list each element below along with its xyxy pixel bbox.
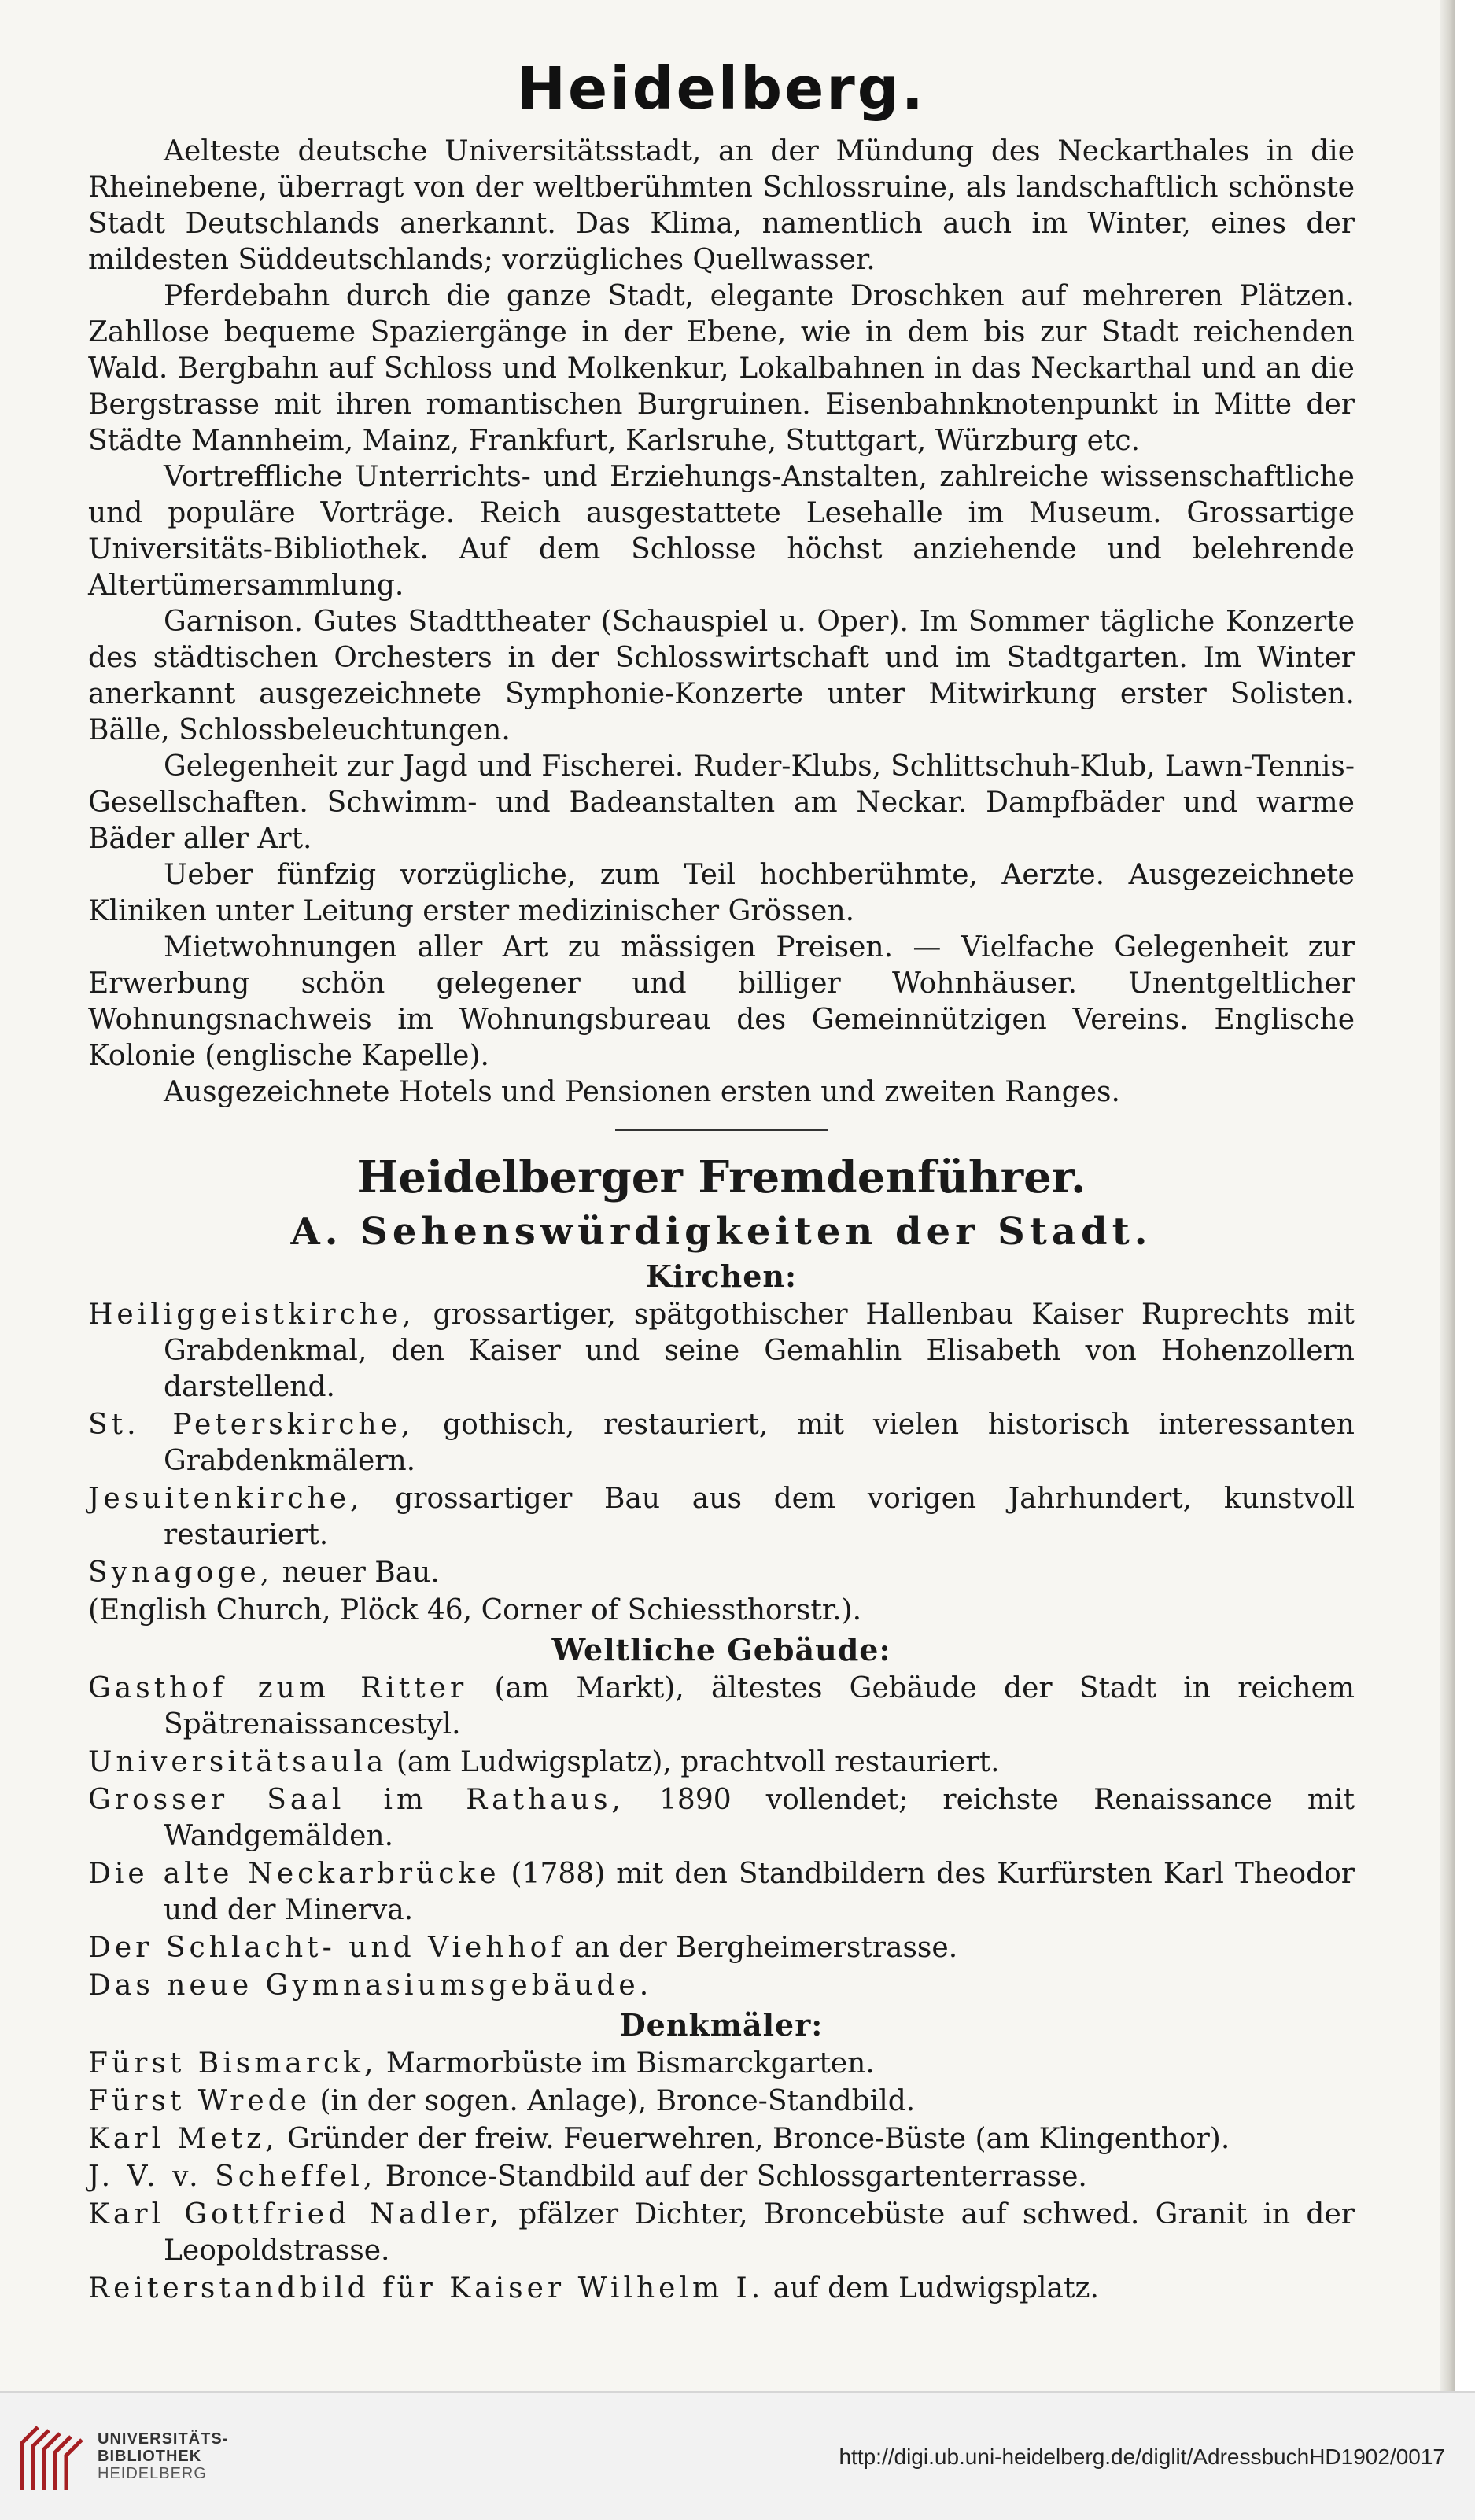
list-item (88, 1856, 1355, 1929)
guide-heading: Heidelberger Fremdenführer. (356, 1151, 1086, 1203)
list-item (88, 1671, 1355, 1743)
secular-buildings-heading: Weltliche Gebäude: (551, 1632, 891, 1667)
intro-paragraph: Ausgezeichnete Hotels und Pensionen ersten und zweiten Ranges. (164, 1076, 1120, 1108)
intro-section (88, 134, 1355, 1111)
list-item (88, 1930, 1355, 1966)
entry-name: Das neue Gymnasiumsgebäude. (88, 1969, 653, 2002)
entry-name: Synagoge, (88, 1557, 274, 1589)
document-url[interactable]: http://digi.ub.uni-heidelberg.de/diglit/AdressbuchHD1902/0017 (839, 2444, 1445, 2469)
secular-buildings-section (88, 1632, 1355, 2004)
library-name-line: HEIDELBERG (98, 2465, 207, 2482)
entry-name: Universitätsaula (88, 1746, 388, 1778)
entry-name: Fürst Wrede (88, 2085, 312, 2117)
intro-paragraph: Vortreffliche Unterrichts- und Erziehungs-Anstalten, zahlreiche wissenschaftliche und populäre Vorträge. Reich ausgestattete Lesehalle im Museum. Grossartige Universitäts-Bibliothek. Auf dem Schlosse höchst anziehende und belehrende Altertümersammlung. (88, 461, 1355, 602)
entry-name: Die alte Neckarbrücke (88, 1858, 500, 1890)
entry-text: auf dem Ludwigsplatz. (764, 2272, 1099, 2304)
entry-text: an der Bergheimerstrasse. (565, 1932, 958, 1964)
entry-text: (in der sogen. Anlage), Bronce-Standbild. (311, 2085, 916, 2117)
library-name (98, 2430, 228, 2482)
list-item (88, 1407, 1355, 1479)
intro-paragraph: Garnison. Gutes Stadttheater (Schauspiel u. Oper). Im Sommer tägliche Konzerte des städtischen Orchesters in der Schlosswirtschaft und im Stadtgarten. Im Winter anerkannt ausgezeichnete Symphonie-Konzerte unter Mitwirkung erster Solisten. Bälle, Schlossbeleuchtungen. (88, 606, 1355, 746)
entry-text: Bronce-Standbild auf der Schlossgartenterrasse. (376, 2161, 1087, 2193)
intro-paragraph: Mietwohnungen aller Art zu mässigen Preisen. — Vielfache Gelegenheit zur Erwerbung schön gelegener und billiger Wohnhäuser. Unentgeltlicher Wohnungsnachweis im Wohnungsbureau des Gemeinnützigen Vereins. Englische Kolonie (englische Kapelle). (88, 931, 1355, 1072)
entry-name: Grosser Saal im Rathaus, (88, 1784, 625, 1816)
entry-text: pfälzer Dichter, Broncebüste auf schwed. Granit in der Leopoldstrasse. (164, 2198, 1355, 2267)
churches-heading: Kirchen: (645, 1258, 798, 1294)
entry-text: (am Markt), ältestes Gebäude der Stadt in reichem Spätrenaissancestyl. (164, 1672, 1355, 1741)
list-item (88, 2121, 1355, 2157)
entry-text: (am Ludwigsplatz), prachtvoll restauriert. (387, 1746, 1000, 1778)
entry-text: gothisch, restauriert, mit vielen historisch interessanten Grabdenkmälern. (164, 1409, 1355, 1477)
list-item (88, 1782, 1355, 1855)
list-item (88, 2271, 1355, 2307)
section-divider (615, 1129, 828, 1131)
list-item (88, 2159, 1355, 2195)
list-item (88, 2083, 1355, 2120)
entry-name: Karl Gottfried Nadler, (88, 2198, 503, 2231)
page-content (88, 55, 1355, 2308)
list-item (88, 1744, 1355, 1781)
list-item (88, 2046, 1355, 2082)
entry-name: J. V. v. Scheffel, (88, 2161, 377, 2193)
list-item (88, 1297, 1355, 1406)
entry-text: grossartiger Bau aus dem vorigen Jahrhundert, kunstvoll restauriert. (164, 1483, 1355, 1551)
entry-name: Heiliggeistkirche, (88, 1299, 415, 1331)
university-library-logo-icon (14, 2411, 90, 2500)
entry-name: Jesuitenkirche, (88, 1483, 363, 1515)
list-item (88, 1593, 1355, 1629)
entry-name: Gasthof zum Ritter (88, 1672, 468, 1704)
entry-text: (1788) mit den Standbildern des Kurfürsten Karl Theodor und der Minerva. (164, 1858, 1355, 1926)
intro-paragraph: Ueber fünfzig vorzügliche, zum Teil hochberühmte, Aerzte. Ausgezeichnete Kliniken unter Leitung erster medizinischer Grössen. (88, 859, 1355, 927)
entry-text: Marmorbüste im Bismarckgarten. (377, 2047, 875, 2080)
list-item (88, 1481, 1355, 1553)
library-name-line: UNIVERSITÄTS- (98, 2430, 229, 2448)
churches-section (88, 1258, 1355, 1629)
guide-subheading: A. Sehenswürdigkeiten der Stadt. (290, 1210, 1152, 1254)
entry-name: Fürst Bismarck, (88, 2047, 378, 2080)
entry-text: Gründer der freiw. Feuerwehren, Bronce-Büste (am Klingenthor). (278, 2123, 1230, 2155)
monuments-section (88, 2007, 1355, 2307)
monuments-heading: Denkmäler: (619, 2007, 824, 2043)
entry-text: 1890 vollendet; reichste Renaissance mit Wandgemälden. (164, 1784, 1355, 1852)
page-edge (1440, 0, 1455, 2391)
list-item (88, 1555, 1355, 1591)
viewer-footer (0, 2391, 1475, 2520)
entry-text: neuer Bau. (273, 1557, 440, 1589)
entry-name: Reiterstandbild für Kaiser Wilhelm I. (88, 2272, 765, 2304)
entry-name: St. Peterskirche, (88, 1409, 415, 1441)
page-title: Heidelberg. (517, 55, 926, 123)
entry-text: (English Church, Plöck 46, Corner of Schiessthorstr.). (88, 1594, 862, 1627)
list-item (88, 1968, 1355, 2004)
library-name-line: BIBLIOTHEK (98, 2448, 202, 2465)
intro-paragraph: Pferdebahn durch die ganze Stadt, elegante Droschken auf mehreren Plätzen. Zahllose bequeme Spaziergänge in der Ebene, wie in dem bis zur Stadt reichenden Wald. Bergbahn auf Schloss und Molkenkur, Lokalbahnen in das Neckarthal und an die Bergstrasse mit ihren romantischen Burgruinen. Eisenbahnknotenpunkt in Mitte der Städte Mannheim, Mainz, Frankfurt, Karlsruhe, Stuttgart, Würzburg etc. (88, 280, 1355, 457)
intro-paragraph: Gelegenheit zur Jagd und Fischerei. Ruder-Klubs, Schlittschuh-Klub, Lawn-Tennis-Gesellschaften. Schwimm- und Badeanstalten am Neckar. Dampfbäder und warme Bäder aller Art. (88, 750, 1355, 855)
intro-paragraph: Aelteste deutsche Universitätsstadt, an der Mündung des Neckarthales in die Rheinebene, überragt von der weltberühmten Schlossruine, als landschaftlich schönste Stadt Deutschlands anerkannt. Das Klima, namentlich auch im Winter, eines der mildesten Süddeutschlands; vorzügliches Quellwasser. (88, 135, 1355, 276)
list-item (88, 2197, 1355, 2269)
entry-name: Karl Metz, (88, 2123, 278, 2155)
entry-name: Der Schlacht- und Viehhof (88, 1932, 566, 1964)
entry-text: grossartiger, spätgothischer Hallenbau Kaiser Ruprechts mit Grabdenkmal, den Kaiser und seine Gemahlin Elisabeth von Hohenzollern darstellend. (164, 1299, 1355, 1403)
